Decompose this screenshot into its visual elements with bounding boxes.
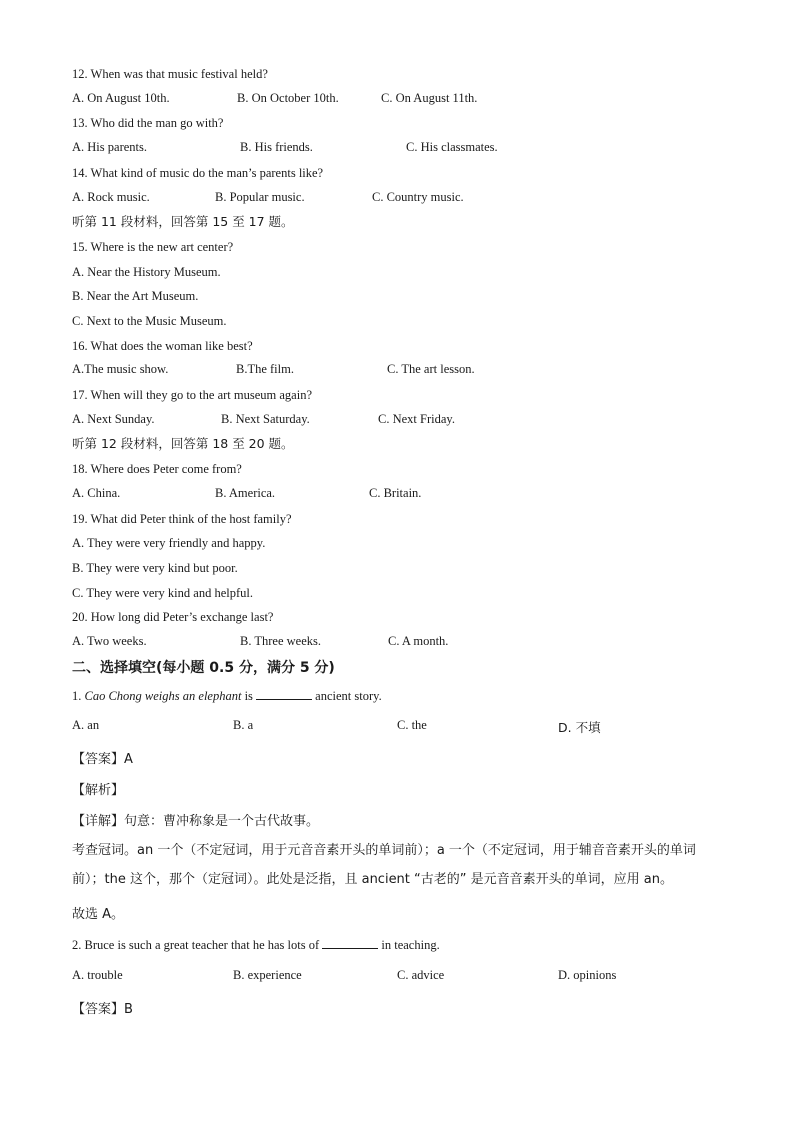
q16-option-c: C. The art lesson. (387, 362, 475, 376)
s2-question-1-stem (72, 687, 382, 704)
q17-option-c: C. Next Friday. (378, 412, 455, 426)
q18-option-b: B. America. (215, 486, 276, 500)
q12-option-b: B. On October 10th. (237, 91, 339, 105)
s2-q1-option-d: D. 不填 (558, 720, 601, 735)
question-14-stem: 14. What kind of music do the man’s parents like? (72, 166, 324, 180)
s2-q2-answer: 【答案】B (72, 1002, 133, 1017)
q19-option-b: B. They were very kind but poor. (72, 561, 238, 575)
s2-q1-choose: 故选 A。 (72, 907, 125, 922)
q18-option-c: C. Britain. (369, 486, 422, 500)
s2-question-2-stem (72, 936, 440, 953)
s2-q1-answer: 【答案】A (72, 752, 133, 767)
s2-q1-option-c: C. the (397, 718, 427, 732)
s2-q1-option-a: A. an (72, 718, 100, 732)
q15-option-c: C. Next to the Music Museum. (72, 314, 227, 328)
question-13-stem: 13. Who did the man go with? (72, 116, 224, 130)
answer-blank (256, 687, 312, 700)
q17-option-a: A. Next Sunday. (72, 412, 155, 426)
listening-note-11: 听第 11 段材料，回答第 15 至 17 题。 (72, 214, 294, 229)
listening-note-12: 听第 12 段材料，回答第 18 至 20 题。 (72, 436, 294, 451)
s2-q1-detail: 【详解】句意：曹冲称象是一个古代故事。 (72, 814, 320, 829)
q16-option-a: A.The music show. (72, 362, 169, 376)
q17-option-b: B. Next Saturday. (221, 412, 310, 426)
question-17-stem: 17. When will they go to the art museum again? (72, 388, 312, 402)
answer-blank (322, 936, 378, 949)
q13-option-c: C. His classmates. (406, 140, 498, 154)
q14-option-c: C. Country music. (372, 190, 464, 204)
s2-q1-analysis-label: 【解析】 (72, 783, 125, 798)
q16-option-b: B.The film. (236, 362, 294, 376)
q19-option-a: A. They were very friendly and happy. (72, 536, 266, 550)
question-12-stem: 12. When was that music festival held? (72, 67, 268, 81)
section-heading: 二、选择填空(每小题 0.5 分，满分 5 分) (72, 660, 335, 676)
s2-q2-option-c: C. advice (397, 968, 445, 982)
s2-q2-option-a: A. trouble (72, 968, 123, 982)
s2-q2-option-d: D. opinions (558, 968, 617, 982)
s2-q1-italic-title: Cao Chong weighs an elephant (84, 689, 242, 703)
q20-option-a: A. Two weeks. (72, 634, 147, 648)
q13-option-a: A. His parents. (72, 140, 147, 154)
question-20-stem: 20. How long did Peter’s exchange last? (72, 610, 274, 624)
q14-option-b: B. Popular music. (215, 190, 305, 204)
question-16-stem: 16. What does the woman like best? (72, 339, 253, 353)
q19-option-c: C. They were very kind and helpful. (72, 586, 253, 600)
q20-option-c: C. A month. (388, 634, 449, 648)
s2-q1-number: 1. (72, 689, 82, 703)
q18-option-a: A. China. (72, 486, 121, 500)
s2-q2-post: in teaching. (381, 938, 440, 952)
q15-option-a: A. Near the History Museum. (72, 265, 221, 279)
question-19-stem: 19. What did Peter think of the host family? (72, 512, 292, 526)
s2-q2-option-b: B. experience (233, 968, 302, 982)
q15-option-b: B. Near the Art Museum. (72, 289, 199, 303)
q14-option-a: A. Rock music. (72, 190, 150, 204)
q13-option-b: B. His friends. (240, 140, 313, 154)
s2-q1-explanation: 考查冠词。an 一个（不定冠词，用于元音音素开头的单词前）；a 一个（不定冠词，用于辅音音素开头的单词前）；the 这个，那个（定冠词）。此处是泛指，且 ancient “古老的” 是元音音素开头的单词，应用 an。 (72, 843, 696, 887)
q12-option-a: A. On August 10th. (72, 91, 170, 105)
q20-option-b: B. Three weeks. (240, 634, 321, 648)
question-18-stem: 18. Where does Peter come from? (72, 462, 242, 476)
s2-q1-post: ancient story. (315, 689, 382, 703)
question-15-stem: 15. Where is the new art center? (72, 240, 234, 254)
s2-q1-option-b: B. a (233, 718, 254, 732)
q12-option-c: C. On August 11th. (381, 91, 478, 105)
s2-q2-pre: 2. Bruce is such a great teacher that he has lots of (72, 938, 320, 952)
s2-q1-pre: is (244, 689, 253, 703)
